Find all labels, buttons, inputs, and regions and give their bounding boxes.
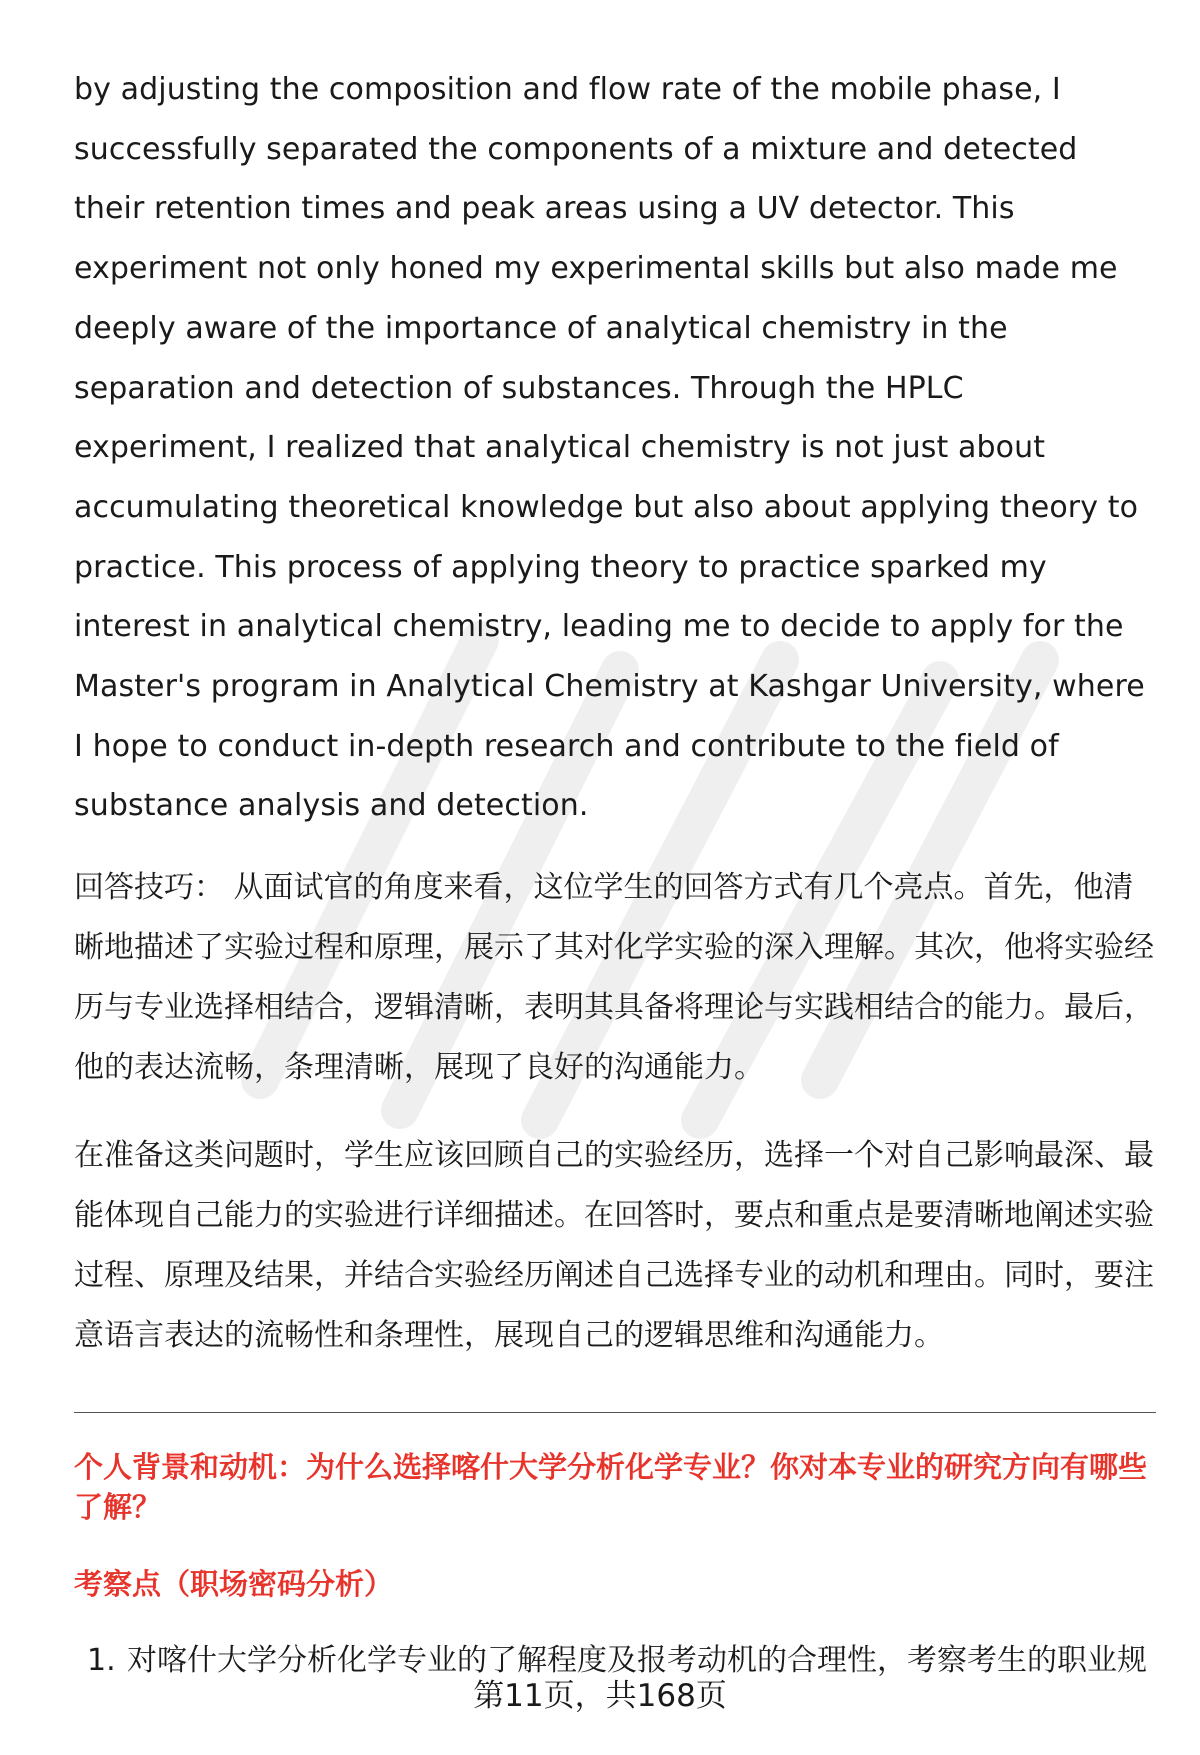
section-divider bbox=[74, 1412, 1156, 1413]
list-item-text: 对喀什大学分析化学专业的了解程度及报考动机的合理性，考察考生的职业规 bbox=[127, 1643, 1147, 1679]
page-number-footer: 第11页，共168页 bbox=[473, 1678, 727, 1714]
document-page bbox=[74, 60, 1156, 1681]
assessment-subheading: 考察点（职场密码分析） bbox=[74, 1567, 394, 1602]
preparation-advice-paragraph: 在准备这类问题时，学生应该回顾自己的实验经历，选择一个对自己影响最深、最能体现自己能力的实验进行详细描述。在回答时，要点和重点是要清晰地阐述实验过程、原理及结果，并结合实验经历阐述自己选择专业的动机和理由。同时，要注意语言表达的流畅性和条理性，展现自己的逻辑思维和沟通能力。 bbox=[74, 1138, 1154, 1354]
english-answer-paragraph: by adjusting the composition and flow rate of the mobile phase, I successfully separated the components of a mixture and detected their retention times and peak areas using a UV detector. This experiment not only honed my experimental skills but also made me deeply aware of the importance of analytical chemistry in the separation and detection of substances. Through the HPLC experiment, I realized that analytical chemistry is not just about accumulating theoretical knowledge but also about applying theory to practice. This process of applying theory to practice sparked my interest in analytical chemistry, leading me to decide to apply for the Master's program in Analytical Chemistry at Kashgar University, where I hope to conduct in-depth research and contribute to the field of substance analysis and detection. bbox=[74, 72, 1145, 824]
list-item-number: 1. bbox=[87, 1643, 116, 1679]
answer-tips-paragraph: 回答技巧： 从面试官的角度来看，这位学生的回答方式有几个亮点。首先，他清晰地描述了实验过程和原理，展示了其对化学实验的深入理解。其次，他将实验经历与专业选择相结合，逻辑清晰，表明其具备将理论与实践相结合的能力。最后，他的表达流畅，条理清晰，展现了良好的沟通能力。 bbox=[74, 870, 1154, 1086]
question-heading: 个人背景和动机：为什么选择喀什大学分析化学专业？你对本专业的研究方向有哪些了解？ bbox=[74, 1450, 1148, 1525]
